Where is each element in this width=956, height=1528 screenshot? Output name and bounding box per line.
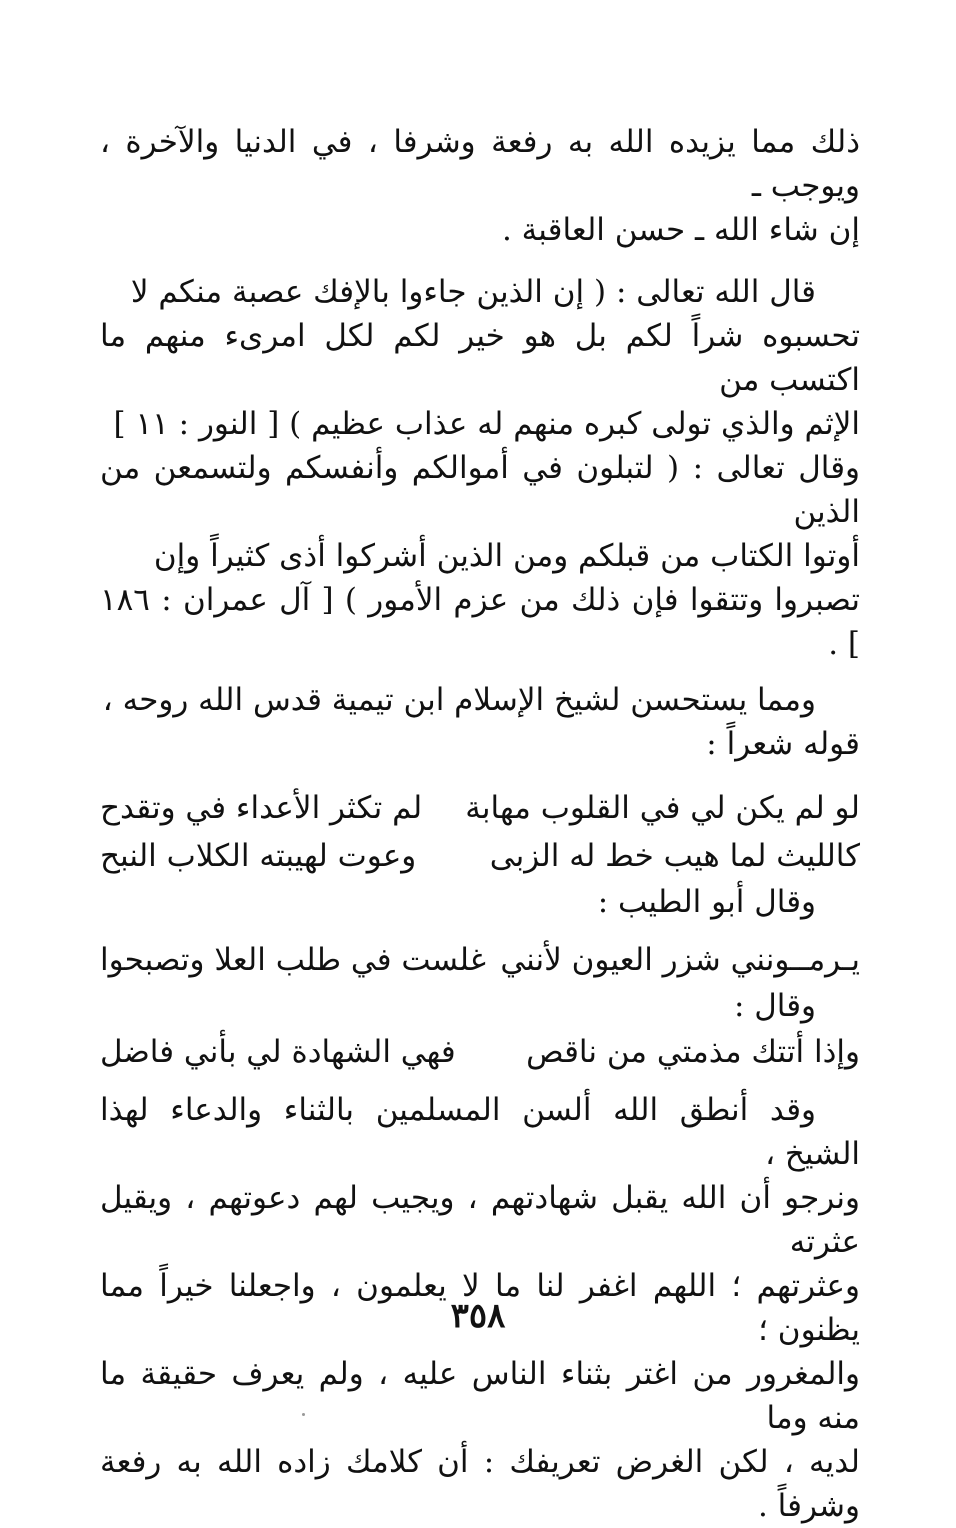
intro-abu-tayyib: وقال أبو الطيب : [597,884,816,920]
verse-first-hemistich: لو لم يكن لي في القلوب مهابة [465,790,860,826]
poem-abu-tayyib [100,936,860,984]
paragraph-quran-verses [100,270,860,666]
text-line: ومما يستحسن لشيخ الإسلام ابن تيمية قدس الله روحه ، [102,682,816,718]
poem-verse [100,784,860,832]
verse-second-hemistich: لم تكثر الأعداء في وتقدح [100,790,423,826]
text-line: أوتوا الكتاب من قبلكم ومن الذين أشركوا أذى كثيراً وإن [153,538,860,574]
verse-first-hemistich: يـرمــونني شزر العيون لأنني [500,942,860,978]
verse-first-hemistich: وإذا أتتك مذمتي من ناقص [526,1034,860,1070]
poem-verse [100,1028,860,1076]
text-line: تحسبوه شراً لكم بل هو خير لكم لكل امرىء منهم ما اكتسب من [100,318,860,398]
verse-second-hemistich: غلست في طلب العلا وتصبحوا [100,942,487,978]
text-line: وقد أنطق الله ألسن المسلمين بالثناء والدعاء لهذا الشيخ ، [100,1092,860,1172]
verse-second-hemistich: فهي الشهادة لي بأني فاضل [100,1034,456,1070]
poem-verse [100,936,860,984]
scan-speck [302,1413,305,1416]
paragraph-ibn-taymiyyah-intro [100,678,860,766]
text-line: تصبروا وتتقوا فإن ذلك من عزم الأمور ) [ آل عمران : ١٨٦ ] . [100,582,860,662]
text-line: قوله شعراً : [706,726,860,762]
page-number: ٣٥٨ [450,1296,506,1336]
poem-ibn-taymiyyah [100,784,860,880]
text-line: لديه ، لكن الغرض تعريفك : أن كلامك زاده الله به رفعة وشرفاً . [100,1444,860,1524]
text-line: وعثرتهم ؛ اللهم اغفر لنا ما لا يعلمون ، واجعلنا خيراً مما يظنون ؛ [100,1268,860,1348]
poem-third [100,1028,860,1076]
paragraph-opening [100,120,860,252]
poem-verse [100,832,860,880]
verse-second-hemistich: وعوت لهيبته الكلاب النبح [100,838,417,874]
intro-qal: وقال : [733,988,816,1024]
text-line: ونرجو أن الله يقبل شهادتهم ، ويجيب لهم دعوتهم ، ويقيل عثرته [100,1180,860,1260]
text-line: ذلك مما يزيده الله به رفعة وشرفا ، في الدنيا والآخرة ، ويوجب ـ [100,124,860,204]
text-line: وقال تعالى : ( لتبلون في أموالكم وأنفسكم ولتسمعن من الذين [100,450,860,530]
verse-first-hemistich: كالليث لما هيب خط له الزبى [489,838,860,874]
text-line: والمغرور من اغتر بثناء الناس عليه ، ولم يعرف حقيقة ما منه وما [100,1356,860,1436]
text-line: إن شاء الله ـ حسن العاقبة . [501,212,860,248]
text-line: قال الله تعالى : ( إن الذين جاءوا بالإفك عصبة منكم لا [130,274,816,310]
text-line: الإثم والذي تولى كبره منهم له عذاب عظيم ) [ النور : ١١ ] [113,406,860,442]
